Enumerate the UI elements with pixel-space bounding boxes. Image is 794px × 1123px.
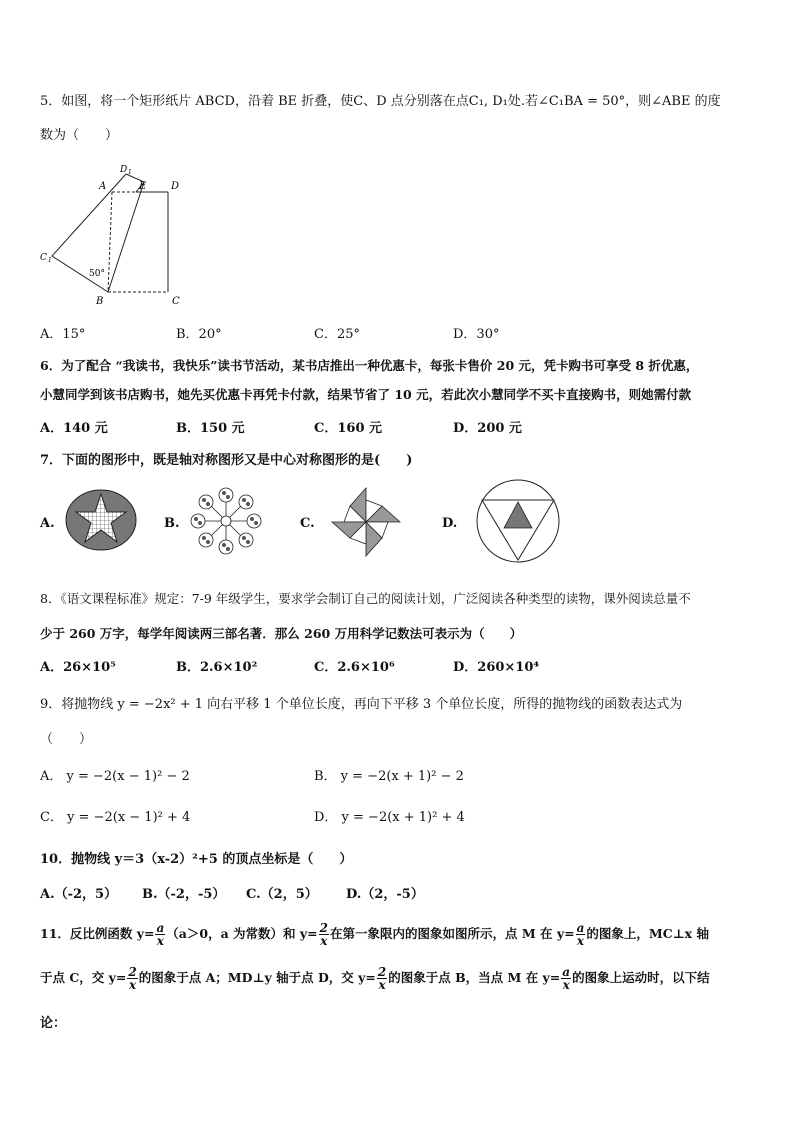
q6-option-b[interactable]: B．150 元 [176, 421, 245, 436]
q8-line2: 少于 260 万字，每学年阅读两三部名著．那么 260 万用科学记数法可表示为（ ） [40, 626, 523, 641]
frac-a-over-x: $\frac{a}{x}$ [576, 921, 585, 948]
q7-option-d[interactable]: D. [442, 516, 458, 531]
q6-option-d[interactable]: D．200 元 [453, 421, 522, 436]
q5-option-a[interactable]: A．15° [40, 327, 86, 342]
label-c1-sub: 1 [48, 257, 52, 264]
q11-l2a: 于点 C，交 y= [40, 970, 127, 985]
q11-line3: 论： [40, 1016, 67, 1031]
label-angle: 50° [89, 269, 105, 279]
q10-line1: 10．抛物线 y＝3（x-2）²+5 的顶点坐标是（ ） [40, 852, 353, 867]
q9-line1: 9．将抛物线 y = −2x² + 1 向右平移 1 个单位长度，再向下平移 3 个单位长度，所得的抛物线的函数表达式为 [40, 697, 683, 712]
q5-option-c[interactable]: C．25° [314, 327, 360, 342]
q7-line1: 7．下面的图形中，既是轴对称图形又是中心对称图形的是( ) [40, 453, 413, 468]
q9-option-d[interactable]: D． y = −2(x + 1)² + 4 [314, 810, 465, 825]
q11-l2c: 的图象于点 B，当点 M 在 y= [388, 970, 561, 985]
q7-figure-d-triangle-circle [474, 478, 562, 564]
frac-2-over-x: $\frac{2}{x}$ [128, 965, 137, 992]
q11-line2 [40, 966, 710, 991]
q7-figure-a-star-circle [64, 488, 140, 552]
q7-option-c[interactable]: C. [300, 516, 315, 531]
q7-option-b[interactable]: B. [164, 516, 180, 531]
q9-line2: （ ） [40, 732, 93, 747]
q9-option-c[interactable]: C． y = −2(x − 1)² + 4 [40, 810, 191, 825]
q7-figure-c-pinwheel [320, 484, 412, 560]
q9-option-a[interactable]: A． y = −2(x − 1)² − 2 [40, 769, 190, 784]
q11-l1c: 在第一象限内的图象如图所示，点 M 在 y= [329, 926, 575, 941]
q11-line1 [40, 922, 709, 947]
q10-option-d[interactable]: D.（2，-5） [346, 887, 424, 902]
label-d1: D [120, 165, 128, 175]
q10-option-b[interactable]: B.（-2，-5） [142, 887, 226, 902]
q5-option-d[interactable]: D．30° [453, 327, 500, 342]
q8-line1: 8．《语文课程标准》规定：7-9 年级学生，要求学会制订自己的阅读计划，广泛阅读各种类型的读物，课外阅读总量不 [40, 591, 691, 606]
label-e: E [139, 181, 147, 192]
q11-l2d: 的图象上运动时，以下结 [572, 970, 710, 985]
q6-line2: 小慧同学到该书店购书，她先买优惠卡再凭卡付款，结果节省了 10 元，若此次小慧同学不买卡直接购书，则她需付款 [40, 387, 692, 402]
label-a: A [99, 181, 107, 192]
q8-option-c[interactable]: C．2.6×10⁶ [314, 660, 395, 675]
label-d1-sub: 1 [128, 169, 132, 176]
label-b: B [96, 296, 104, 307]
frac-2-over-x: $\frac{2}{x}$ [319, 921, 328, 948]
q5-line1: 5．如图，将一个矩形纸片 ABCD，沿着 BE 折叠，使C、D 点分别落在点C₁, D₁处.若∠C₁BA = 50°，则∠ABE 的度 [40, 94, 721, 109]
label-d: D [171, 181, 180, 192]
q10-option-c[interactable]: C.（2，5） [246, 887, 318, 902]
frac-a-over-x: $\frac{a}{x}$ [562, 965, 571, 992]
q11-l1b: （a＞0，a 为常数）和 y= [166, 926, 318, 941]
q5-option-b[interactable]: B．20° [176, 327, 222, 342]
q6-option-c[interactable]: C．160 元 [314, 421, 383, 436]
q9-option-b[interactable]: B． y = −2(x + 1)² − 2 [314, 769, 464, 784]
q11-l1a: 11．反比例函数 y= [40, 926, 155, 941]
q7-option-a[interactable]: A. [40, 516, 55, 531]
q8-option-d[interactable]: D．260×10⁴ [453, 660, 540, 675]
frac-a-over-x: $\frac{a}{x}$ [156, 921, 165, 948]
q7-figure-b-flower [184, 486, 268, 556]
rectangle-abcd [108, 192, 168, 292]
q11-l1d: 的图象上，MC⊥x 轴 [586, 926, 709, 941]
q10-option-a[interactable]: A.（-2，5） [40, 887, 118, 902]
q6-line1: 6．为了配合 “我读书，我快乐”读书节活动，某书店推出一种优惠卡，每张卡售价 20 元，凭卡购书可享受 8 折优惠， [40, 358, 699, 373]
q6-option-a[interactable]: A．140 元 [40, 421, 108, 436]
q5-fold-figure [36, 158, 196, 308]
q8-option-a[interactable]: A．26×10⁵ [40, 660, 116, 675]
frac-2-over-x: $\frac{2}{x}$ [377, 965, 387, 992]
q5-line2: 数为（ ） [40, 128, 119, 143]
label-c: C [172, 296, 180, 307]
q8-option-b[interactable]: B．2.6×10² [176, 660, 258, 675]
label-c1: C [40, 253, 47, 263]
q11-l2b: 的图象于点 A；MD⊥y 轴于点 D，交 y= [138, 970, 376, 985]
